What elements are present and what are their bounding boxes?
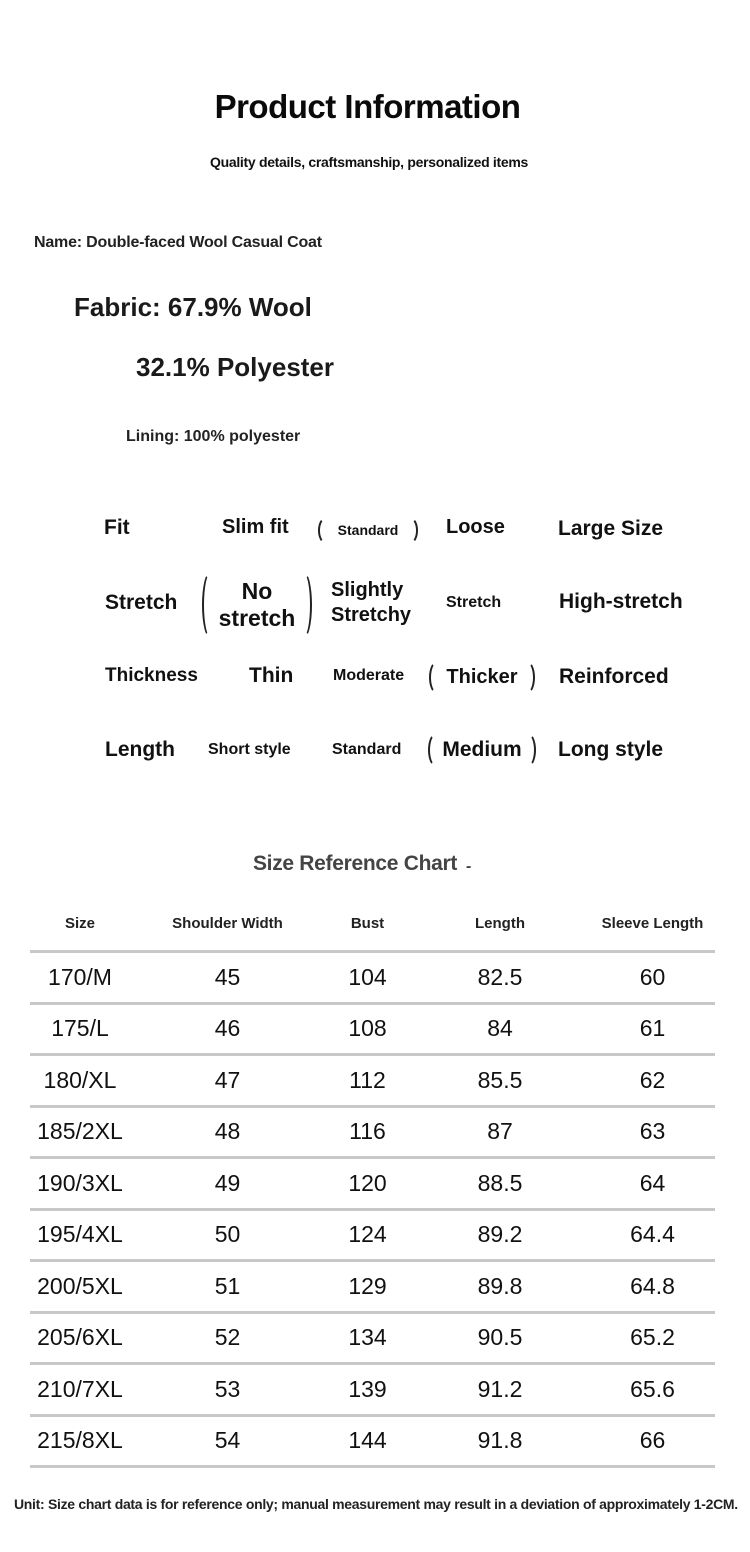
cell-size: 195/4XL xyxy=(37,1221,123,1248)
attr-option-short-style: Short style xyxy=(208,741,291,758)
table-row xyxy=(30,1314,715,1366)
header-bust: Bust xyxy=(350,914,385,932)
cell-length: 91.2 xyxy=(477,1375,523,1402)
cell-shoulder: 50 xyxy=(214,1221,241,1248)
cell-length: 90.5 xyxy=(477,1324,523,1351)
cell-shoulder: 53 xyxy=(214,1375,241,1402)
fabric-composition-wool: Fabric: 67.9% Wool xyxy=(74,292,312,322)
cell-size: 175/L xyxy=(51,1015,109,1042)
header-sleeve-length: Sleeve Length xyxy=(601,914,704,932)
cell-shoulder: 49 xyxy=(214,1169,241,1196)
attr-label-thickness: Thickness xyxy=(105,665,198,686)
cell-shoulder: 46 xyxy=(214,1015,241,1042)
cell-size: 205/6XL xyxy=(37,1324,123,1351)
cell-bust: 112 xyxy=(349,1066,386,1093)
attr-option-large-size: Large Size xyxy=(558,517,664,540)
table-row xyxy=(30,1365,715,1417)
cell-length: 82.5 xyxy=(477,963,523,990)
cell-sleeve: 66 xyxy=(639,1427,666,1454)
cell-size: 210/7XL xyxy=(37,1375,123,1402)
attr-label-stretch: Stretch xyxy=(105,591,178,614)
cell-size: 215/8XL xyxy=(37,1427,123,1454)
cell-sleeve: 64.8 xyxy=(630,1272,675,1299)
table-row xyxy=(30,1056,715,1108)
header-shoulder-width: Shoulder Width xyxy=(172,914,283,932)
cell-sleeve: 65.6 xyxy=(630,1375,675,1402)
cell-length: 89.2 xyxy=(477,1221,523,1248)
cell-shoulder: 45 xyxy=(214,963,241,990)
cell-shoulder: 47 xyxy=(214,1066,241,1093)
lining-composition: Lining: 100% polyester xyxy=(126,428,301,445)
cell-bust: 108 xyxy=(348,1015,387,1042)
table-row xyxy=(30,1005,715,1057)
cell-shoulder: 54 xyxy=(214,1427,241,1454)
size-chart-title: Size Reference Chart xyxy=(252,852,458,875)
attr-option-high-stretch: High-stretch xyxy=(559,590,683,613)
table-row xyxy=(30,1108,715,1160)
cell-length: 85.5 xyxy=(477,1066,523,1093)
table-row xyxy=(30,953,715,1005)
size-chart-table xyxy=(30,896,715,1468)
cell-bust: 129 xyxy=(348,1272,387,1299)
fabric-composition-polyester: 32.1% Polyester xyxy=(136,352,335,382)
attr-option-standard: Standard xyxy=(332,741,402,758)
cell-bust: 139 xyxy=(348,1375,387,1402)
cell-bust: 120 xyxy=(348,1169,387,1196)
table-row xyxy=(30,1417,715,1469)
cell-bust: 124 xyxy=(348,1221,387,1248)
product-name: Name: Double-faced Wool Casual Coat xyxy=(34,234,322,251)
cell-length: 87 xyxy=(487,1118,513,1145)
cell-bust: 144 xyxy=(348,1427,387,1454)
attr-option-no-stretch-selected: No stretch xyxy=(214,578,300,632)
header-size: Size xyxy=(64,914,95,932)
cell-shoulder: 48 xyxy=(214,1118,241,1145)
cell-bust: 134 xyxy=(348,1324,387,1351)
cell-length: 91.8 xyxy=(477,1427,523,1454)
cell-sleeve: 63 xyxy=(639,1118,666,1145)
attr-option-thin: Thin xyxy=(249,664,294,687)
attr-option-slightly-stretchy: Slightly Stretchy xyxy=(331,579,412,626)
table-row xyxy=(30,1159,715,1211)
cell-length: 88.5 xyxy=(477,1169,523,1196)
cell-sleeve: 64 xyxy=(639,1169,666,1196)
table-row xyxy=(30,1262,715,1314)
attr-option-long-style: Long style xyxy=(558,738,664,761)
cell-length: 84 xyxy=(487,1015,513,1042)
cell-sleeve: 65.2 xyxy=(630,1324,675,1351)
cell-size: 180/XL xyxy=(43,1066,117,1093)
attr-option-standard-selected: Standard xyxy=(330,523,406,538)
attr-label-fit: Fit xyxy=(104,516,130,539)
cell-size: 170/M xyxy=(48,963,112,990)
cell-shoulder: 52 xyxy=(214,1324,241,1351)
table-row xyxy=(30,1211,715,1263)
cell-size: 190/3XL xyxy=(37,1169,123,1196)
size-chart-dash: - xyxy=(466,858,472,875)
cell-sleeve: 60 xyxy=(639,963,666,990)
attr-option-reinforced: Reinforced xyxy=(559,665,669,688)
cell-bust: 116 xyxy=(349,1118,386,1145)
cell-sleeve: 61 xyxy=(639,1015,666,1042)
cell-shoulder: 51 xyxy=(214,1272,241,1299)
cell-size: 200/5XL xyxy=(37,1272,123,1299)
cell-size: 185/2XL xyxy=(37,1118,123,1145)
cell-length: 89.8 xyxy=(477,1272,523,1299)
attr-option-thicker-selected: Thicker xyxy=(441,667,523,688)
header-length: Length xyxy=(475,914,525,932)
attr-option-stretch: Stretch xyxy=(446,594,502,611)
attr-option-loose: Loose xyxy=(446,516,505,538)
size-chart-header-row xyxy=(30,896,715,953)
page-subtitle: Quality details, craftsmanship, personalized items xyxy=(210,154,528,170)
cell-bust: 104 xyxy=(348,963,387,990)
page-title: Product Information xyxy=(214,88,521,125)
attr-option-medium-selected: Medium xyxy=(440,739,524,761)
size-chart-footnote: Unit: Size chart data is for reference only; manual measurement may result in a deviation of approximately 1-2CM. xyxy=(14,1496,738,1512)
cell-sleeve: 62 xyxy=(639,1066,666,1093)
attr-label-length: Length xyxy=(105,738,175,761)
cell-sleeve: 64.4 xyxy=(630,1221,675,1248)
attr-option-moderate: Moderate xyxy=(333,667,405,684)
attr-option-slim-fit: Slim fit xyxy=(222,516,289,538)
